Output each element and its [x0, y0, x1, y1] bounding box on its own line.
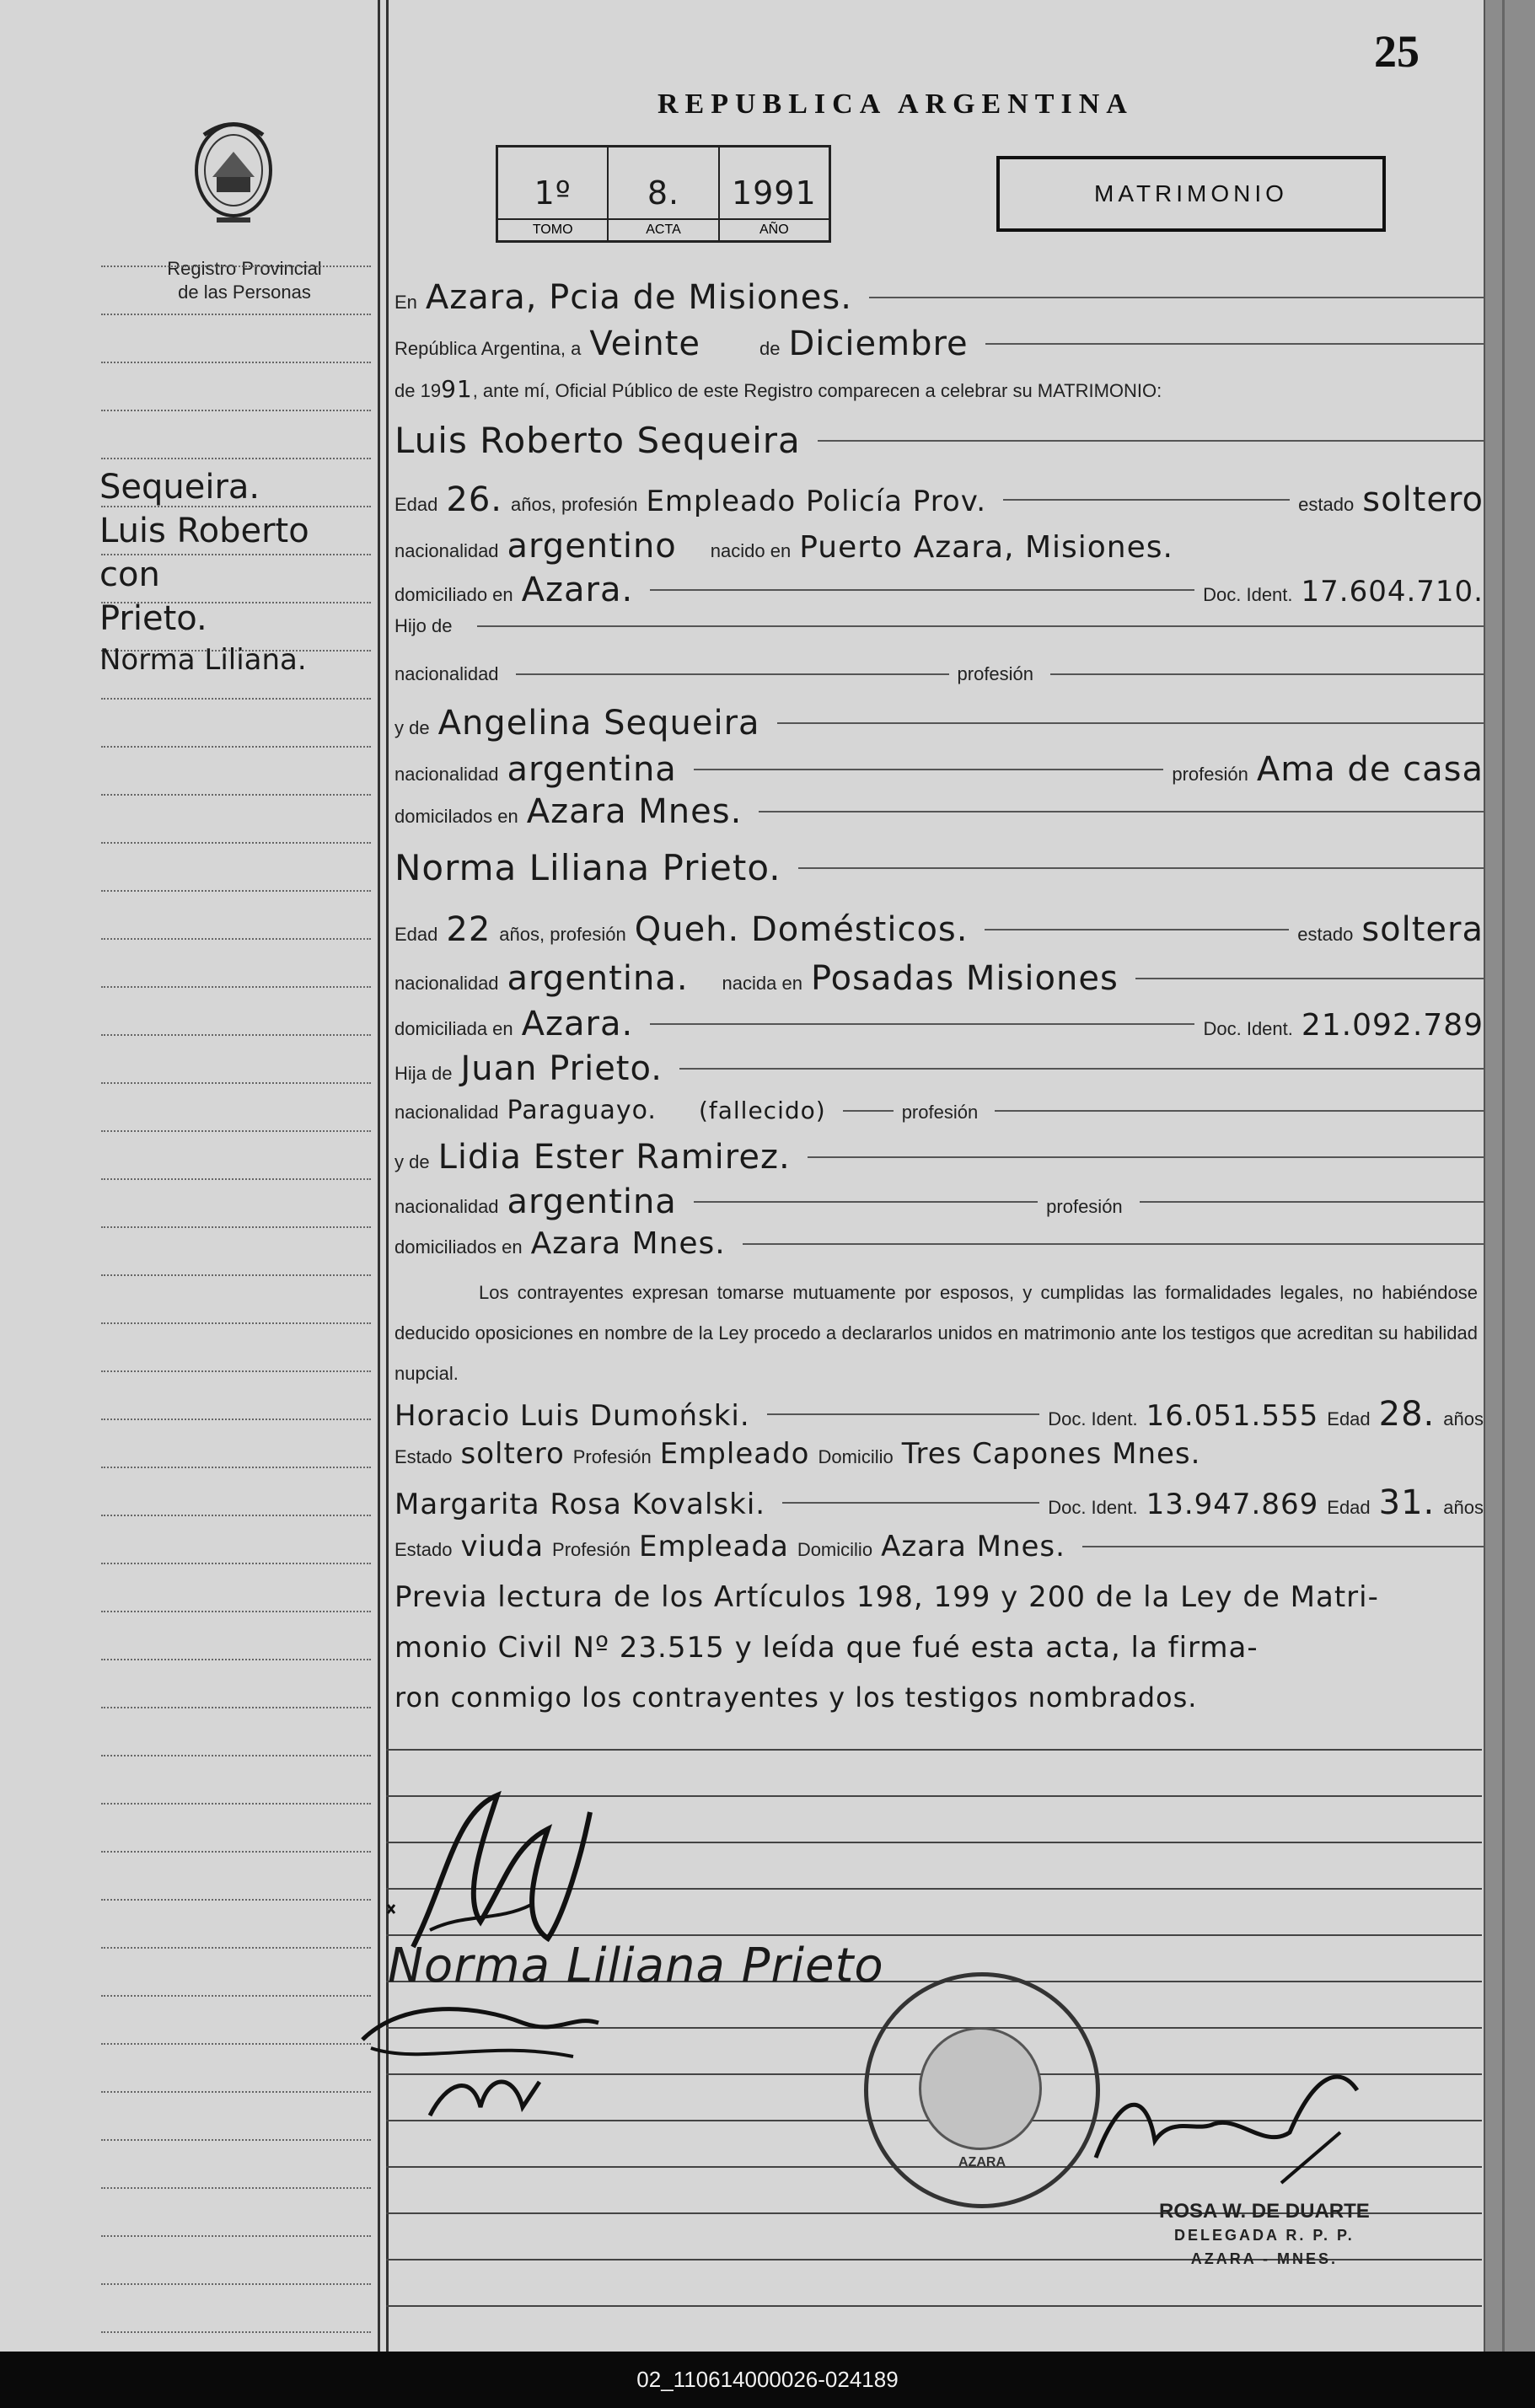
stamp-center: [919, 2027, 1042, 2150]
image-caption: 02_110614000026-024189: [0, 2352, 1535, 2408]
margin-note-line: con: [99, 555, 160, 594]
date-prefix: República Argentina, a: [394, 338, 582, 359]
margin-dotted-line: [101, 2091, 371, 2093]
bride-nacida: Posadas Misiones: [810, 959, 1119, 998]
margin-dotted-line: [101, 1515, 371, 1516]
margin-dotted-line: [101, 1947, 371, 1949]
groom-parents-dom-row: [394, 792, 1484, 831]
margin-column: [0, 0, 386, 2352]
groom-hijo-row: [394, 615, 1484, 637]
ruled-line: [386, 1749, 1482, 1751]
margin-dotted-line: [101, 1995, 371, 1997]
witness2-estado: viuda: [460, 1530, 545, 1563]
witness1-estado-label: Estado: [394, 1446, 453, 1467]
groom-madre-nac: argentina: [507, 750, 677, 789]
year-text: , ante mí, Oficial Público de este Registro comparecen a celebrar su MATRIMONIO:: [472, 380, 1162, 401]
groom-madre-nac-label: nacionalidad: [394, 764, 499, 785]
witness1-dom-label: Domicilio: [818, 1446, 894, 1467]
groom-estado-label: estado: [1298, 494, 1355, 515]
margin-dotted-line: [101, 1322, 371, 1324]
bride-doc-label: Doc. Ident.: [1203, 1018, 1293, 1039]
groom-dom-label: domiciliado en: [394, 584, 513, 605]
margin-dotted-line: [101, 1803, 371, 1805]
witness2-prof-label: Profesión: [552, 1539, 631, 1560]
margin-dotted-line: [101, 1370, 371, 1372]
margin-dotted-line: [101, 1563, 371, 1564]
witness2-dom: Azara Mnes.: [881, 1530, 1065, 1563]
groom-parents-dom: Azara Mnes.: [526, 792, 743, 831]
bride-madre-nac: argentina: [507, 1183, 677, 1221]
margin-dotted-line: [101, 1851, 371, 1853]
groom-madre-row: [394, 704, 1484, 743]
registry-name-line2: de las Personas: [178, 282, 311, 303]
groom-age-row: [394, 480, 1484, 519]
margin-dotted-line: [101, 746, 371, 748]
margin-dotted-line: [101, 362, 371, 363]
place-value: Azara, Pcia de Misiones.: [425, 278, 852, 317]
bride-parents-dom-row: [394, 1226, 1484, 1261]
witness1-name: Horacio Luis Dumoński.: [394, 1399, 750, 1433]
groom-doc-label: Doc. Ident.: [1203, 584, 1293, 605]
witness2-edad-label: Edad: [1327, 1497, 1371, 1518]
margin-note-line: Norma Liliana.: [99, 643, 307, 677]
margin-dotted-line: [101, 1755, 371, 1756]
witness2-edad: 31.: [1378, 1483, 1436, 1522]
groom-padre-prof-label: profesión: [957, 663, 1034, 684]
closing-line: [394, 1681, 1484, 1713]
groom-parents-dom-label: domicilados en: [394, 806, 518, 827]
place-label: En: [394, 292, 417, 313]
margin-dotted-line: [101, 842, 371, 844]
official-stamp: [864, 1972, 1100, 2208]
witness2-prof: Empleada: [639, 1530, 789, 1563]
bride-padre: Juan Prieto.: [460, 1049, 663, 1088]
bride-parents-dom-label: domiciliados en: [394, 1236, 523, 1258]
act-type-box: [996, 156, 1386, 232]
witness2-doc-label: Doc. Ident.: [1048, 1497, 1138, 1518]
bride-profesion-label: años, profesión: [499, 924, 626, 945]
witness2-anos-label: años: [1443, 1497, 1484, 1518]
margin-dotted-line: [101, 1419, 371, 1420]
margin-dotted-line: [101, 1082, 371, 1084]
date-day: Veinte: [589, 324, 700, 363]
date-row: [394, 324, 1484, 363]
ruled-line: [386, 2305, 1482, 2307]
bride-madre-nac-label: nacionalidad: [394, 1196, 499, 1217]
date-month: Diciembre: [788, 324, 969, 363]
groom-nacido: Puerto Azara, Misiones.: [799, 530, 1173, 565]
closing-line: [394, 1580, 1484, 1614]
bride-domicilio: Azara.: [521, 1005, 634, 1043]
margin-dotted-line: [101, 1659, 371, 1660]
groom-nacido-label: nacido en: [710, 540, 792, 561]
bride-signature: Norma Liliana Prieto: [388, 1939, 884, 1993]
bride-name-row: [394, 847, 1484, 888]
margin-dotted-line: [101, 265, 371, 267]
witness2-row2: [394, 1530, 1484, 1563]
bride-age-row: [394, 910, 1484, 949]
closing-text: ron conmigo los contrayentes y los testigos nombrados.: [394, 1681, 1198, 1713]
official-block: [1159, 2200, 1370, 2271]
bride-nacionalidad: argentina.: [507, 959, 689, 998]
groom-profesion: Empleado Policía Prov.: [646, 485, 987, 518]
groom-nac-label: nacionalidad: [394, 540, 499, 561]
year-suffix: 91: [441, 375, 473, 403]
closing-text: Previa lectura de los Artículos 198, 199 y 200 de la Ley de Matri-: [394, 1580, 1379, 1614]
bride-padre-nac-label: nacionalidad: [394, 1102, 499, 1123]
margin-dotted-line: [101, 1467, 371, 1468]
bride-madre-prof-label: profesión: [1046, 1196, 1123, 1217]
witness1-row2: [394, 1437, 1484, 1471]
bride-padre-nac-row: [394, 1096, 1484, 1125]
bride-padre-prof-label: profesión: [901, 1102, 979, 1123]
margin-dotted-line: [101, 2187, 371, 2189]
margin-dotted-line: [101, 1274, 371, 1276]
tomo-cell: [498, 147, 609, 240]
witness2-estado-label: Estado: [394, 1539, 453, 1560]
stamp-place: AZARA: [958, 2155, 1006, 2169]
bride-madre-nac-row: [394, 1183, 1484, 1221]
groom-madre-nac-row: [394, 750, 1484, 789]
official-name: ROSA W. DE DUARTE: [1159, 2200, 1370, 2223]
closing-line: [394, 1631, 1484, 1665]
margin-dotted-line: [101, 2139, 371, 2141]
witness-signatures-icon: [354, 1989, 632, 2132]
year-prefix: de 19: [394, 380, 442, 401]
registry-name-line1: Registro Provincial: [167, 258, 322, 279]
witness1-doc: 16.051.555: [1146, 1399, 1319, 1433]
witness2-dom-label: Domicilio: [797, 1539, 873, 1560]
date-de-label: de: [759, 338, 781, 359]
groom-dom-row: [394, 571, 1484, 609]
bride-nac-label: nacionalidad: [394, 973, 499, 994]
closing-text: monio Civil Nº 23.515 y leída que fué esta acta, la firma-: [394, 1631, 1259, 1665]
margin-dotted-line: [101, 2283, 371, 2285]
bride-estado-label: estado: [1297, 924, 1354, 945]
act-type: MATRIMONIO: [1094, 180, 1288, 206]
margin-note-line: Sequeira.: [99, 468, 260, 507]
witness2-name: Margarita Rosa Kovalski.: [394, 1488, 766, 1521]
witness1-edad: 28.: [1378, 1395, 1436, 1434]
bride-padre-nac: Paraguayo.: [507, 1096, 657, 1125]
bride-profesion: Queh. Domésticos.: [634, 910, 969, 949]
page-edge: [1484, 0, 1535, 2352]
margin-dotted-line: [101, 794, 371, 796]
margin-dotted-line: [101, 1130, 371, 1132]
margin-dotted-line: [101, 938, 371, 940]
groom-madre: Angelina Sequeira: [437, 704, 760, 743]
witness1-anos-label: años: [1443, 1408, 1484, 1429]
groom-domicilio: Azara.: [521, 571, 634, 609]
bride-nacida-label: nacida en: [722, 973, 802, 994]
margin-dotted-line: [101, 698, 371, 700]
groom-name: Luis Roberto Sequeira: [394, 420, 801, 461]
margin-dotted-line: [101, 890, 371, 892]
witness1-prof-label: Profesión: [572, 1446, 652, 1467]
witness2-row1: [394, 1483, 1484, 1522]
tomo-label: TOMO: [498, 218, 607, 240]
tomo-value: 1º: [534, 174, 572, 212]
ano-cell: [720, 147, 829, 240]
country-title: REPUBLICA ARGENTINA: [657, 88, 1134, 120]
place-row: [394, 278, 1484, 317]
margin-dotted-line: [101, 2043, 371, 2045]
bride-madre-row: [394, 1138, 1484, 1177]
margin-dotted-line: [101, 458, 371, 459]
acta-cell: [609, 147, 719, 240]
margin-dotted-line: [101, 2331, 371, 2333]
bride-edad: 22: [446, 910, 491, 949]
acta-label: ACTA: [609, 218, 717, 240]
margin-note: [99, 468, 386, 687]
groom-nac-row: [394, 527, 1484, 566]
page-number: 25: [1374, 26, 1420, 77]
margin-dotted-line: [101, 1178, 371, 1180]
bride-name: Norma Liliana Prieto.: [394, 847, 781, 888]
witness1-prof: Empleado: [659, 1437, 810, 1471]
groom-padre-nac-row: [394, 663, 1484, 685]
groom-profesion-label: años, profesión: [511, 494, 638, 515]
witness1-dom: Tres Capones Mnes.: [901, 1437, 1201, 1471]
registry-number-box: [496, 145, 831, 243]
official-place: AZARA - MNES.: [1190, 2250, 1339, 2267]
margin-dotted-line: [101, 410, 371, 411]
groom-doc: 17.604.710.: [1301, 575, 1484, 609]
bride-parents-dom: Azara Mnes.: [530, 1226, 726, 1261]
groom-name-row: [394, 420, 1484, 461]
witness1-doc-label: Doc. Ident.: [1048, 1408, 1138, 1429]
margin-dotted-line: [101, 1899, 371, 1901]
bride-madre: Lidia Ester Ramirez.: [437, 1138, 791, 1177]
witness1-row1: [394, 1395, 1484, 1434]
groom-nacionalidad: argentino: [507, 527, 677, 566]
ano-label: AÑO: [720, 218, 829, 240]
ano-value: 1991: [731, 174, 817, 212]
witness1-edad-label: Edad: [1327, 1408, 1371, 1429]
year-row: [394, 375, 1484, 403]
margin-dotted-line: [101, 1707, 371, 1708]
margin-dotted-line: [101, 986, 371, 988]
bride-madre-label: y de: [394, 1151, 430, 1172]
margin-note-line: Prieto.: [99, 599, 207, 638]
groom-padre-nac-label: nacionalidad: [394, 663, 499, 684]
witness2-doc: 13.947.869: [1146, 1488, 1319, 1521]
bride-doc: 21.092.789: [1301, 1008, 1484, 1043]
official-title: DELEGADA R. P. P.: [1174, 2227, 1355, 2244]
bride-padre-note: (fallecido): [698, 1097, 826, 1124]
bride-nac-row: [394, 959, 1484, 998]
margin-dotted-line: [101, 1226, 371, 1228]
groom-hijo-label: Hijo de: [394, 615, 453, 636]
margin-dotted-line: [101, 1611, 371, 1612]
bride-hija-row: [394, 1049, 1484, 1088]
bride-dom-label: domiciliada en: [394, 1018, 513, 1039]
bride-estado: soltera: [1361, 910, 1484, 949]
groom-edad: 26.: [446, 480, 503, 519]
acta-value: 8.: [647, 174, 680, 212]
groom-estado: soltero: [1362, 480, 1484, 519]
margin-dotted-line: [101, 1034, 371, 1036]
margin-dotted-line: [101, 314, 371, 315]
bride-hija-label: Hija de: [394, 1063, 453, 1084]
groom-madre-prof-label: profesión: [1172, 764, 1248, 785]
witness1-estado: soltero: [460, 1437, 565, 1471]
groom-madre-label: y de: [394, 717, 430, 738]
official-signature-icon: [1087, 2040, 1374, 2191]
margin-note-line: Luis Roberto: [99, 512, 309, 550]
bride-edad-label: Edad: [394, 924, 438, 945]
groom-edad-label: Edad: [394, 494, 438, 515]
groom-madre-prof: Ama de casa: [1256, 750, 1484, 789]
legal-formula: Los contrayentes expresan tomarse mutuamente por esposos, y cumplidas las formalidades legales, no habiéndose deducido oposiciones en nombre de la Ley procedo a declararlos unidos en matrimonio ante los testigos que acreditan su habilidad nupcial.: [394, 1282, 1478, 1384]
bride-dom-row: [394, 1005, 1484, 1043]
margin-dotted-line: [101, 2235, 371, 2237]
